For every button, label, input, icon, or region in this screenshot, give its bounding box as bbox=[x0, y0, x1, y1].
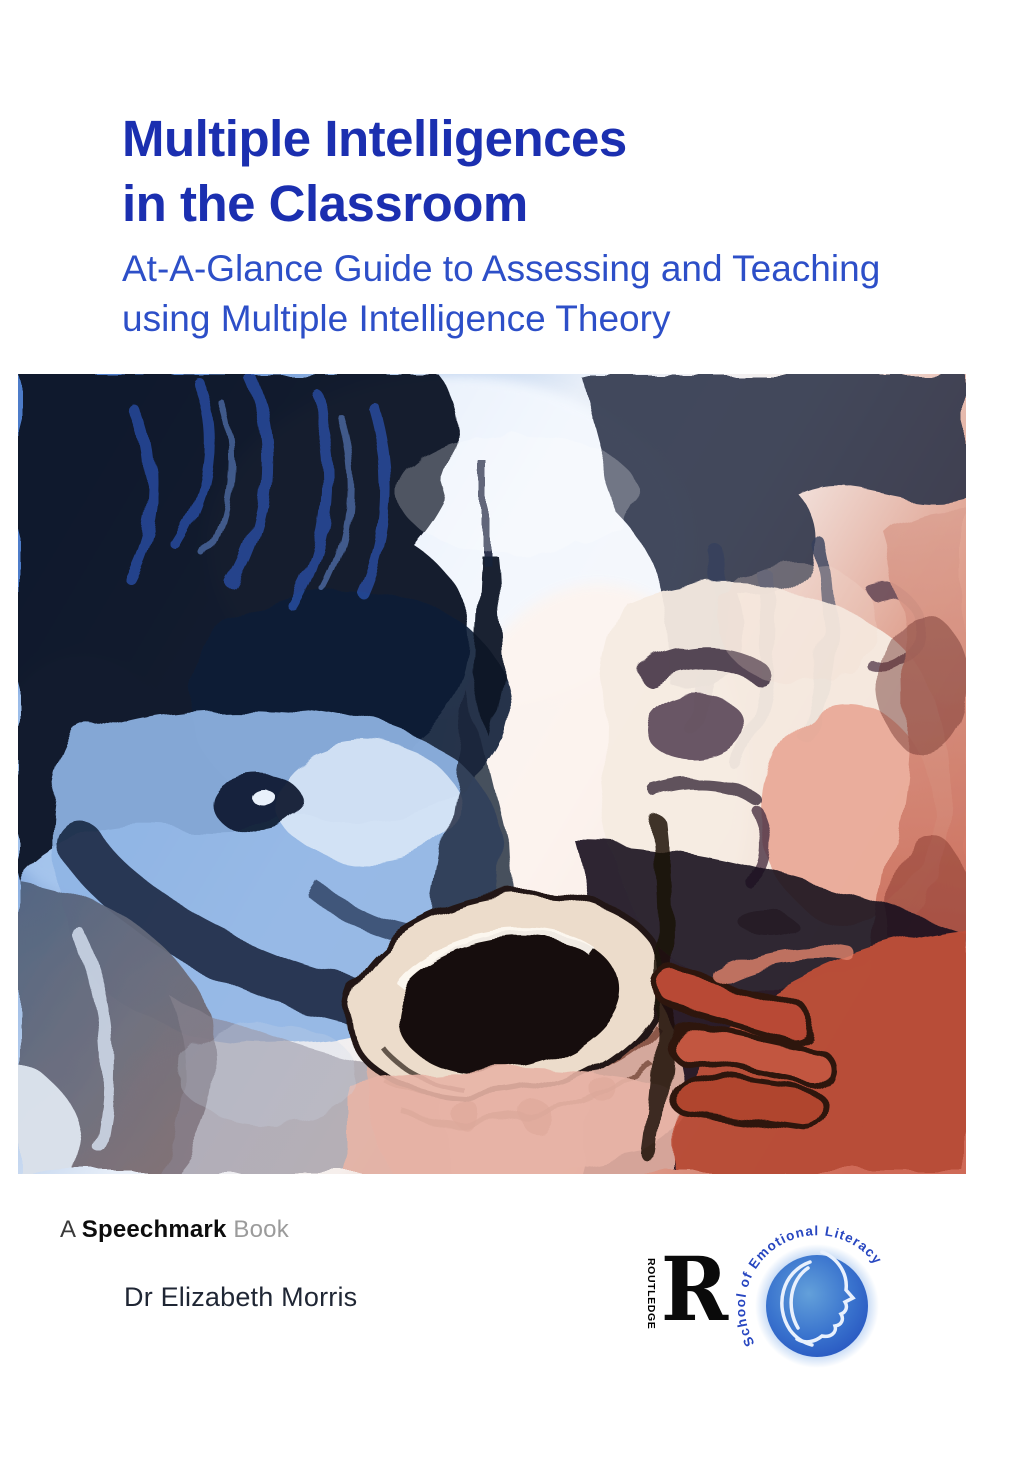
imprint-suffix: Book bbox=[233, 1216, 289, 1243]
imprint-prefix: A bbox=[60, 1216, 75, 1243]
page-title bbox=[122, 106, 982, 236]
imprint-line bbox=[60, 1216, 289, 1244]
title-line-2: in the Classroom bbox=[122, 175, 528, 232]
cover-artwork-children-jar bbox=[18, 374, 966, 1174]
routledge-wordmark: ROUTLEDGE bbox=[645, 1258, 657, 1330]
subtitle bbox=[122, 244, 1002, 344]
subtitle-line-2: using Multiple Intelligence Theory bbox=[122, 298, 671, 339]
title-line-1: Multiple Intelligences bbox=[122, 110, 627, 167]
school-logo-arc-text: School of Emotional Literacy bbox=[732, 1223, 886, 1350]
routledge-r-icon: R bbox=[660, 1237, 729, 1341]
imprint-brand: Speechmark bbox=[81, 1216, 227, 1243]
author-name: Dr Elizabeth Morris bbox=[124, 1282, 358, 1312]
school-of-emotional-literacy-logo bbox=[724, 1218, 906, 1376]
routledge-logo bbox=[644, 1237, 731, 1341]
subtitle-line-1: At-A-Glance Guide to Assessing and Teaching bbox=[122, 248, 881, 289]
